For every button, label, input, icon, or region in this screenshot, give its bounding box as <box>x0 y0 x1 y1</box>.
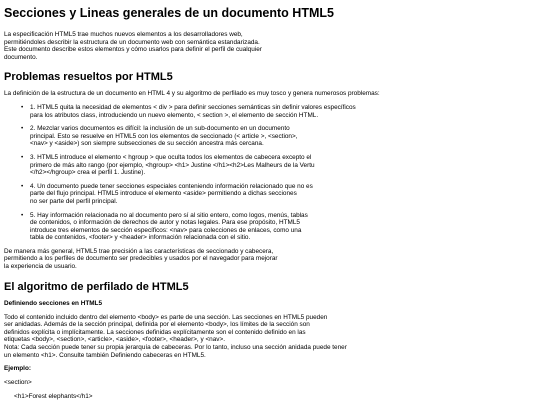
list-item: • 3. HTML5 introduce el elemento < hgroup > que oculta todos los elementos de cabecera excepto el primero de más alto rango (por ejemplo, <hgroup> <h1> Justine </h1><h2>Les Malheurs de la Vertu </h2></hgroup> crea el perfil 1. Justine). <box>30 154 538 177</box>
algorithm-heading: El algoritmo de perfilado de HTML5 <box>4 280 189 293</box>
example-code-line: <section> <box>4 379 32 387</box>
page-title: Secciones y Lineas generales de un documento HTML5 <box>4 6 334 20</box>
example-label: Ejemplo: <box>4 365 31 373</box>
algorithm-body: Todo el contenido incluido dentro del elemento <body> es parte de una sección. Las secciones en HTML5 pueden ser anidadas. Además de la sección principal, definida por el elemento <body>, los límites de la sección son definidos explícita o implícitamente. La secciones definidas explícitamente son el contenido definido en las etiquetas <body>, <section>, <article>, <aside>, <footer>, <header>, y <nav>. Nota: Cada sección puede tener su propia jerarquía de cabeceras. Por lo tanto, incluso una sección anidada puede tener un elemento <h1>. Consulte también Definiendo cabeceras en HTML5. <box>4 313 347 359</box>
problems-heading: Problemas resueltos por HTML5 <box>4 71 173 84</box>
problems-list <box>4 104 538 242</box>
list-item: • 5. Hay información relacionada no al documento pero sí al sitio entero, como logos, menús, tablas de contenidos, o información de derechos de autor y notas legales. Para ese propósito, HTML5 introduce tres elementos de sección específicos: <nav> para colecciones de enlaces, como una tabla de contenidos, <footer> y <header> información relacionada con el sitio. <box>30 212 538 242</box>
example-code-line: <h1>Forest elephants</h1> <box>14 392 93 400</box>
list-item: • 4. Un documento puede tener secciones especiales conteniendo información relacionado que no es parte del flujo principal. HTML5 introduce el elemento <aside> permitiendo a dichas secciones no ser parte del perfil principal. <box>30 183 538 206</box>
problems-outro: De manera más general, HTML5 trae precisión a las características de seccionado y cabecera, permitiendo a los perfiles de documento ser predecibles y usados por el navegador para mejorar la experiencia de usuario. <box>4 247 278 271</box>
list-item: • 1. HTML5 quita la necesidad de elementos < div > para definir secciones semánticas sin definir valores específicos para los atributos class, introduciendo un nuevo elemento, < section >, el elemento de sección HTML. <box>30 104 538 119</box>
problems-intro: La definición de la estructura de un documento en HTML 4 y su algoritmo de perfilado es muy tosco y genera numerosos problemas: <box>4 90 380 98</box>
algorithm-subheading: Definiendo secciones en HTML5 <box>4 299 103 307</box>
list-item: • 2. Mezclar varios documentos es difícil: la inclusión de un sub-documento en un documento principal. Esto se resuelve en HTML5 con los elementos de seccionado (< article >, <section>, <nav> y <aside>) son siempre subsecciones de su sección ancestra más cercana. <box>30 125 538 148</box>
intro-paragraph: La especificación HTML5 trae muchos nuevos elementos a los desarrolladores web, permitiéndoles describir la estructura de un documento web con semántica estandarizada. Este documento describe estos elementos y cómo usarlos para definir el perfil de cualquier documento. <box>4 31 262 61</box>
